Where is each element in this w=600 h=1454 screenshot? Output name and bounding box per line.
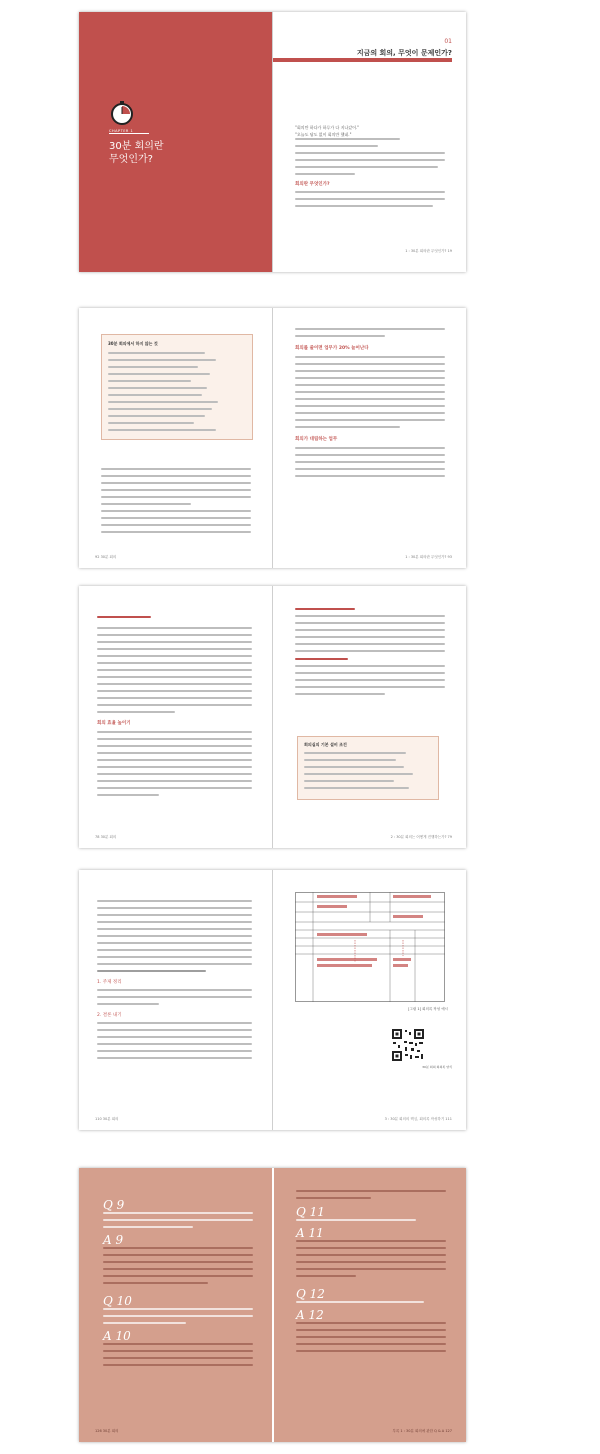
left-page	[79, 586, 272, 848]
subheading: 회의란 무엇인가?	[295, 182, 330, 187]
subheading-2: 회의가 대립하는 업무	[295, 437, 338, 442]
section-2-heading: 2. 결론 내기	[97, 1013, 122, 1018]
figure-caption: [그림 1] 회의록 작성 예시	[408, 1007, 448, 1011]
qr-code	[391, 1028, 425, 1062]
checklist-title: 30분 회의에서 하지 않는 것	[108, 341, 158, 346]
section-1-heading: 1. 주제 정리	[97, 980, 122, 985]
chapter-cover-page	[79, 12, 272, 272]
chapter-rule	[109, 133, 149, 134]
answer-12-marker: A 12	[296, 1308, 324, 1322]
right-page	[273, 308, 466, 568]
meeting-minutes-form	[295, 892, 445, 1002]
question-9-marker: Q 9	[103, 1198, 125, 1212]
spread-3	[79, 586, 466, 848]
right-page	[273, 586, 466, 848]
spread-1	[79, 12, 466, 272]
spread-4	[79, 870, 466, 1130]
qa-right-content	[296, 1190, 446, 1357]
folio-right: 1 : 30분 회의란 무엇인가? 93	[405, 555, 452, 559]
body-text	[101, 468, 251, 538]
right-page	[273, 870, 466, 1130]
left-page	[79, 308, 272, 568]
chapter-title-line1: 30분 회의란	[109, 141, 164, 152]
subheading-1: 회의를 줄이면 업무가 20% 늘어난다	[295, 346, 369, 351]
equipment-box	[297, 736, 439, 800]
qa-right-page	[274, 1168, 466, 1442]
spread-2	[79, 308, 466, 568]
folio-left: 92 30분 회의	[95, 555, 117, 559]
folio-left: 126 30분 회의	[95, 1429, 119, 1433]
quote-1: "회의만 하다가 하루가 다 지나갔어."	[295, 125, 360, 130]
folio-right: 3 : 30분 회의의 핵심, 회의록 작성하기 111	[384, 1117, 452, 1121]
folio-right: 1 : 30분 회의란 무엇인가? 19	[405, 249, 452, 253]
folio-right: 2 : 30분 회의는 어떻게 진행하는가? 79	[390, 835, 452, 839]
body-text	[97, 900, 252, 1064]
left-page	[79, 870, 272, 1130]
subheading-1: 회의 효율 높이기	[97, 721, 131, 726]
body-text	[295, 328, 445, 482]
section-title: 지금의 회의, 무엇이 문제인가?	[356, 49, 452, 57]
qa-left-content	[103, 1198, 253, 1371]
qa-left-page	[79, 1168, 272, 1442]
question-12-marker: Q 12	[296, 1287, 325, 1301]
question-10-marker: Q 10	[103, 1294, 132, 1308]
section-number: 01	[444, 38, 452, 45]
folio-left: 110 30분 회의	[95, 1117, 119, 1121]
qr-caption: 30분 회의 회의록 양식	[422, 1065, 452, 1069]
section-title-bar	[273, 58, 452, 62]
body-text	[97, 608, 252, 801]
question-11-marker: Q 11	[296, 1205, 325, 1219]
chapter-tag: CHAPTER 1	[109, 129, 134, 133]
checklist-box	[101, 334, 253, 440]
chapter-title-line2: 무엇인가?	[109, 154, 153, 165]
folio-left: 78 30분 회의	[95, 835, 117, 839]
stopwatch-icon	[109, 100, 135, 126]
folio-right: 부록 1 : 30분 회의에 관한 Q & A 127	[392, 1429, 452, 1433]
spread-5	[79, 1168, 466, 1442]
answer-11-marker: A 11	[296, 1226, 324, 1240]
body-text	[295, 608, 445, 700]
answer-9-marker: A 9	[103, 1233, 124, 1247]
body-text	[295, 124, 445, 212]
answer-10-marker: A 10	[103, 1329, 131, 1343]
quote-2: "오늘도 답도 없이 회의만 했네."	[295, 132, 352, 137]
equipment-title: 회의실의 기본 설비 조건	[304, 742, 347, 747]
section-opening-page	[273, 12, 466, 272]
